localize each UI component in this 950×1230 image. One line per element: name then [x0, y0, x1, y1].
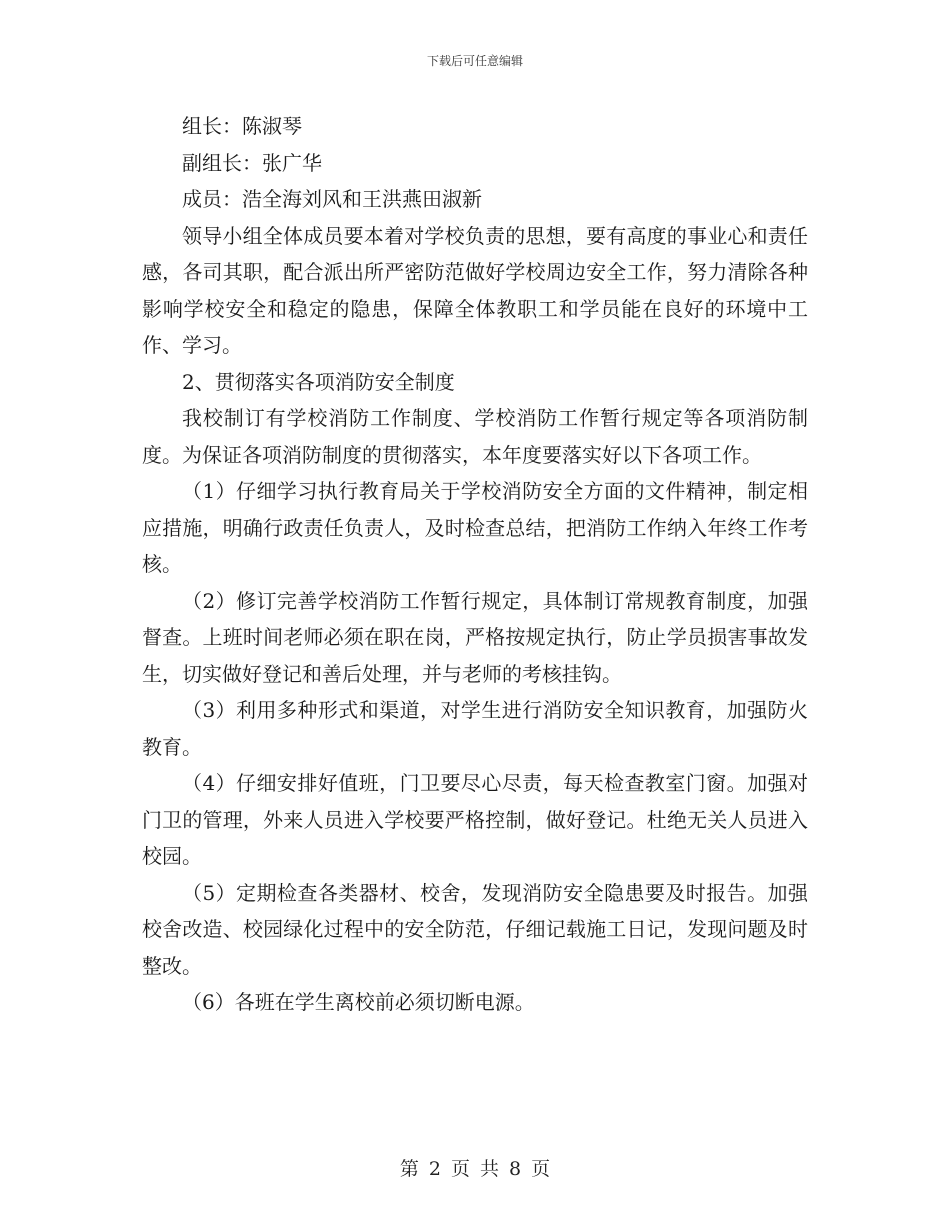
- document-body: [142, 108, 808, 1021]
- paragraph-members: 成员：浩全海刘风和王洪燕田淑新: [182, 187, 482, 211]
- list-item-1: （1）仔细学习执行教育局关于学校消防安全方面的文件精神，制定相应措施，明确行政责任负责人，及时检查总结，把消防工作纳入年终工作考核。: [142, 479, 808, 576]
- list-item-3: （3）利用多种形式和渠道，对学生进行消防安全知识教育，加强防火教育。: [142, 698, 808, 759]
- page-header: 下载后可任意编辑: [426, 54, 523, 68]
- list-item-5: （5）定期检查各类器材、校舍，发现消防安全隐患要及时报告。加强校舍改造、校园绿化过程中的安全防范，仔细记载施工日记，发现问题及时整改。: [142, 880, 808, 978]
- list-item-2: （2）修订完善学校消防工作暂行规定，具体制订常规教育制度，加强督查。上班时间老师必须在职在岗，严格按规定执行，防止学员损害事故发生，切实做好登记和善后处理，并与老师的考核挂钩。: [142, 588, 808, 686]
- list-item-6: （6）各班在学生离校前必须切断电源。: [182, 990, 535, 1014]
- page-number: 第 2 页 共 8 页: [399, 1158, 551, 1180]
- paragraph-fire-regulations: 我校制订有学校消防工作制度、学校消防工作暂行规定等各项消防制度。为保证各项消防制度的贯彻落实，本年度要落实好以下各项工作。: [142, 406, 808, 467]
- paragraph-leadership-duties: 领导小组全体成员要本着对学校负责的思想，要有高度的事业心和责任感，各司其职，配合派出所严密防范做好学校周边安全工作，努力清除各种影响学校安全和稳定的隐患，保障全体教职工和学员能在良好的环境中工作、学习。: [142, 223, 808, 357]
- list-item-4: （4）仔细安排好值班，门卫要尽心尽责，每天检查教室门窗。加强对门卫的管理，外来人员进入学校要严格控制，做好登记。杜绝无关人员进入校园。: [142, 771, 808, 868]
- paragraph-deputy-leader: 副组长：张广华: [182, 150, 322, 175]
- section-heading: 2、贯彻落实各项消防安全制度: [182, 369, 455, 394]
- paragraph-group-leader: 组长：陈淑琴: [182, 114, 302, 138]
